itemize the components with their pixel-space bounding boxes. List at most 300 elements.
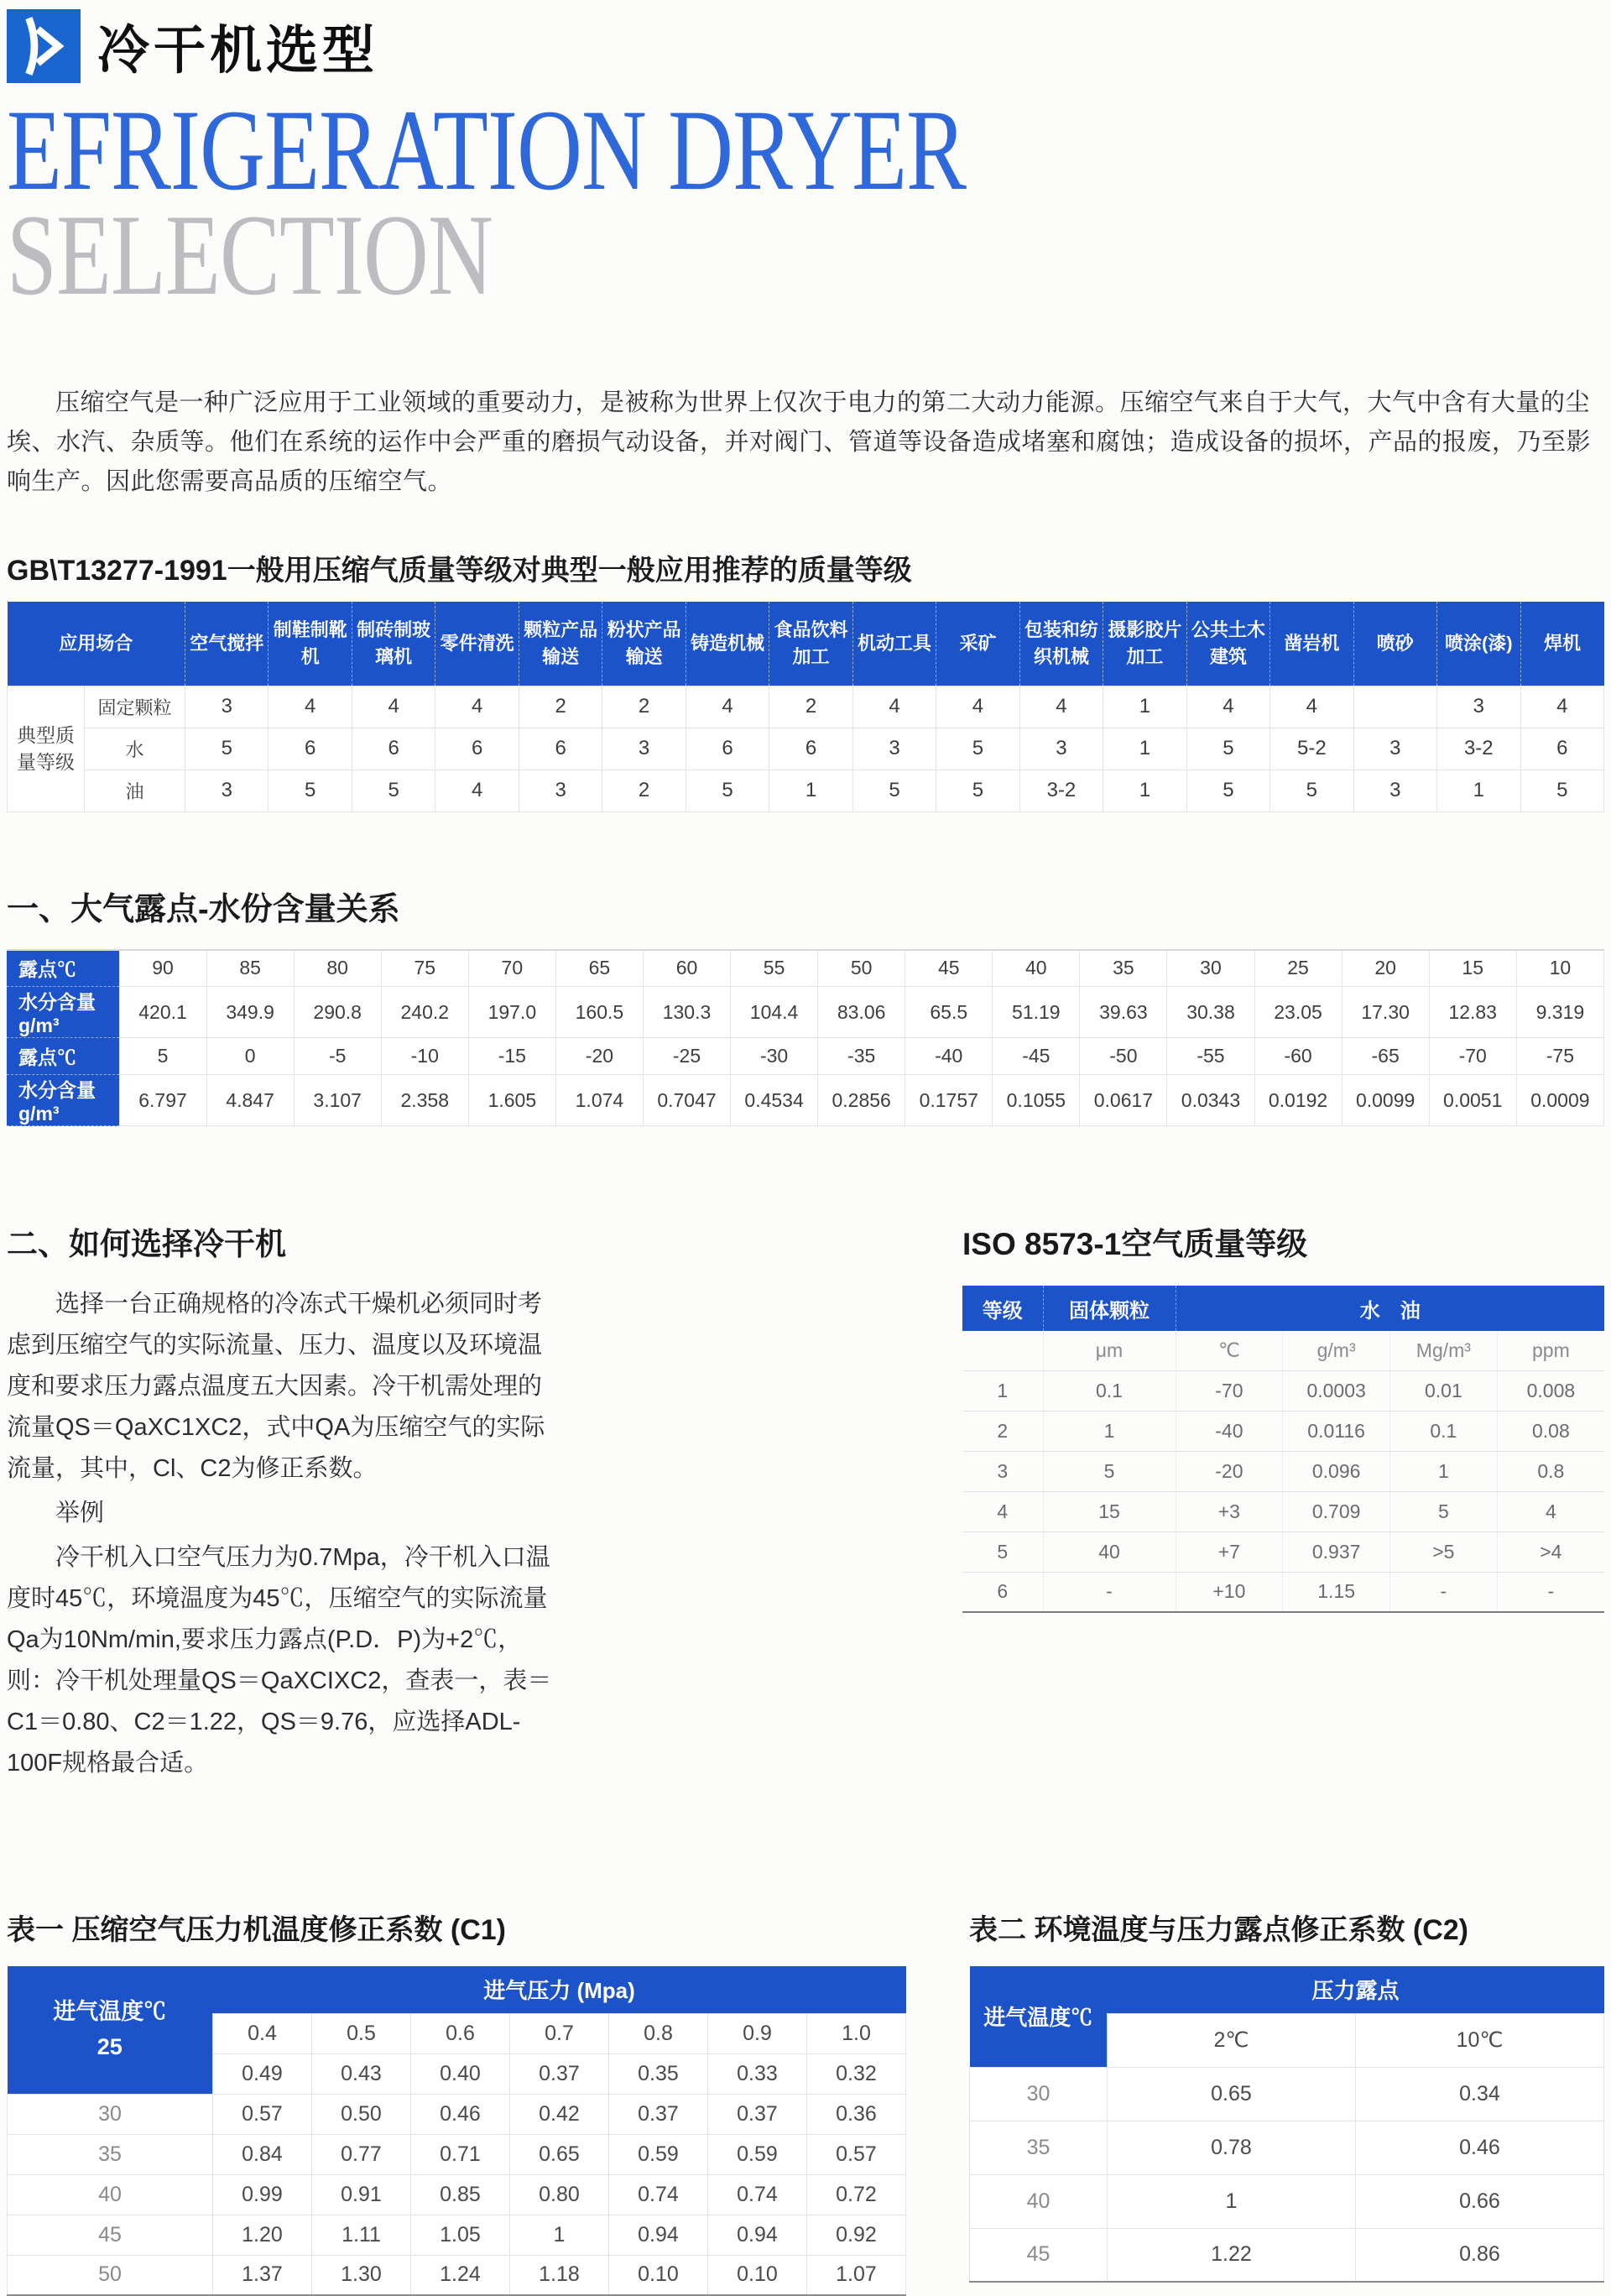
section1-title: 一、大气露点-水份含量关系 bbox=[7, 891, 400, 927]
table-cell: 1.24 bbox=[411, 2255, 510, 2295]
table-cell: 1.15 bbox=[1283, 1572, 1390, 1612]
column-header-water-oil: 水 油 bbox=[1176, 1286, 1604, 1331]
table-cell: 0.709 bbox=[1283, 1491, 1390, 1532]
column-header: 机动工具 bbox=[852, 602, 936, 686]
row-label: 水 bbox=[85, 728, 185, 770]
table-row bbox=[8, 2255, 906, 2295]
table-cell: 90 bbox=[119, 950, 206, 987]
table-cell: 4 bbox=[936, 686, 1019, 728]
table-cell: 4 bbox=[1019, 686, 1103, 728]
table-cell: 4 bbox=[268, 686, 352, 728]
page-title: 冷干机选型 bbox=[97, 22, 379, 80]
table-cell: 0.35 bbox=[609, 2053, 708, 2094]
temp-label: 40 bbox=[8, 2174, 213, 2215]
table-header-row bbox=[962, 1286, 1604, 1331]
table-cell: -50 bbox=[1080, 1038, 1167, 1075]
table-row bbox=[7, 1075, 1604, 1126]
table-cell: 0.0009 bbox=[1516, 1075, 1603, 1126]
table-cell: 0.59 bbox=[609, 2134, 708, 2174]
table-cell: 5 bbox=[852, 770, 936, 811]
table-row bbox=[7, 1038, 1604, 1075]
table-cell: 10 bbox=[1516, 950, 1603, 987]
table-cell: 240.2 bbox=[381, 987, 468, 1038]
table-cell: 0.46 bbox=[1356, 2121, 1604, 2174]
table-row bbox=[970, 2174, 1604, 2228]
table-cell: 160.5 bbox=[555, 987, 643, 1038]
table-cell: -70 bbox=[1176, 1370, 1283, 1411]
table-cell: 1 bbox=[1043, 1411, 1176, 1451]
table-cell: - bbox=[1043, 1572, 1176, 1612]
row-label: 露点℃ bbox=[7, 1038, 119, 1075]
table-cell: 50 bbox=[818, 950, 905, 987]
table-cell: -45 bbox=[993, 1038, 1080, 1075]
table-cell: -75 bbox=[1516, 1038, 1603, 1075]
table-cell: 5 bbox=[962, 1532, 1043, 1572]
table-cell: 60 bbox=[643, 950, 730, 987]
table-row bbox=[8, 686, 1604, 728]
table-cell: 3 bbox=[852, 728, 936, 770]
table-cell: +7 bbox=[1176, 1532, 1283, 1572]
c2-coefficient-table bbox=[969, 1966, 1604, 2283]
table-cell: 0.71 bbox=[411, 2134, 510, 2174]
table-cell: 5 bbox=[1270, 770, 1353, 811]
table-cell: 1.22 bbox=[1108, 2228, 1356, 2282]
table-c2-title: 表二 环境温度与压力露点修正系数 (C2) bbox=[969, 1914, 1468, 1947]
table-cell: 0.0617 bbox=[1080, 1075, 1167, 1126]
table-cell: 0.0192 bbox=[1254, 1075, 1342, 1126]
table-cell: 197.0 bbox=[468, 987, 555, 1038]
temp-label: 35 bbox=[970, 2121, 1108, 2174]
table-cell: 0.1 bbox=[1390, 1411, 1498, 1451]
selection-paragraph: 选择一台正确规格的冷冻式干燥机必须同时考虑到压缩空气的实际流量、压力、温度以及环境温度和要求压力露点温度五大因素。冷干机需处理的流量QS＝QaXC1XC2，式中QA为压缩空气的实际流量，其中，Cl、C2为修正系数。 bbox=[7, 1291, 545, 1483]
table-cell: 0.50 bbox=[312, 2094, 411, 2134]
column-header: 铸造机械 bbox=[686, 602, 769, 686]
table-cell: 0.92 bbox=[807, 2215, 906, 2255]
table-cell: 17.30 bbox=[1342, 987, 1429, 1038]
table-row bbox=[962, 1532, 1604, 1572]
table-row bbox=[962, 1411, 1604, 1451]
table-cell: 20 bbox=[1342, 950, 1429, 987]
table-cell: 23.05 bbox=[1254, 987, 1342, 1038]
example-label: 举例 bbox=[55, 1500, 105, 1527]
table-cell: 45 bbox=[905, 950, 993, 987]
iso-quality-table bbox=[962, 1286, 1604, 1613]
table-row bbox=[8, 728, 1604, 770]
column-header: 食品饮料加工 bbox=[769, 602, 852, 686]
table-cell: 5 bbox=[185, 728, 268, 770]
temp-label: 35 bbox=[8, 2134, 213, 2174]
column-header: 公共土木建筑 bbox=[1186, 602, 1270, 686]
table-cell: 0.34 bbox=[1356, 2067, 1604, 2121]
table-row bbox=[970, 2121, 1604, 2174]
table-cell: 0.78 bbox=[1108, 2121, 1356, 2174]
table-cell: 0.65 bbox=[1108, 2067, 1356, 2121]
bottom-columns bbox=[7, 1907, 1604, 2296]
table-cell: -25 bbox=[643, 1038, 730, 1075]
table-cell: 30 bbox=[1167, 950, 1254, 987]
column-header-application: 应用场合 bbox=[8, 602, 185, 686]
table-cell: 0.1055 bbox=[993, 1075, 1080, 1126]
table-cell: 130.3 bbox=[643, 987, 730, 1038]
corner-line1: 进气温度℃ bbox=[53, 1999, 167, 2025]
row-label: 水分含量g/m³ bbox=[7, 1075, 119, 1126]
table-cell: 1.20 bbox=[213, 2215, 312, 2255]
example-paragraph: 冷干机入口空气压力为0.7Mpa，冷干机入口温度时45℃，环境温度为45℃，压缩空气的实际流量Qa为10Nm/min,要求压力露点(P.D．P)为+2℃，则：冷干机处理量QS＝QaXCIXC2，查表一，表＝C1＝0.80、C2＝1.22，QS＝9.76，应选择ADL-100F规格最合适。 bbox=[7, 1544, 552, 1777]
table-cell: 3 bbox=[1353, 770, 1436, 811]
table-cell: 3.107 bbox=[294, 1075, 381, 1126]
middle-columns bbox=[7, 1218, 1604, 1784]
span-header: 进气压力 (Mpa) bbox=[213, 1966, 906, 2013]
table-cell: 290.8 bbox=[294, 987, 381, 1038]
unit-cell: ppm bbox=[1497, 1331, 1604, 1370]
table-cell: 1 bbox=[962, 1370, 1043, 1411]
table-cell: 5 bbox=[1186, 728, 1270, 770]
temp-label: 45 bbox=[970, 2228, 1108, 2282]
table-cell: - bbox=[1390, 1572, 1498, 1612]
corner-header bbox=[8, 1966, 213, 2094]
column-header: 凿岩机 bbox=[1270, 602, 1353, 686]
table-c1-title: 表一 压缩空气压力机温度修正系数 (C1) bbox=[7, 1914, 506, 1947]
column-header: 喷涂(漆) bbox=[1437, 602, 1520, 686]
table-header-row bbox=[8, 602, 1604, 686]
table-cell: 83.06 bbox=[818, 987, 905, 1038]
table-cell: 1.074 bbox=[555, 1075, 643, 1126]
table-cell: 0.72 bbox=[807, 2174, 906, 2215]
pressure-cell: 0.5 bbox=[312, 2013, 411, 2053]
table-cell: 6 bbox=[769, 728, 852, 770]
table-cell: -60 bbox=[1254, 1038, 1342, 1075]
unit-cell: Mg/m³ bbox=[1390, 1331, 1498, 1370]
column-header: 焊机 bbox=[1520, 602, 1603, 686]
table-cell: 0.08 bbox=[1497, 1411, 1604, 1451]
units-row bbox=[962, 1331, 1604, 1370]
table-header-row bbox=[8, 1966, 906, 2013]
span-header: 压力露点 bbox=[1108, 1966, 1604, 2013]
temp-label: 30 bbox=[8, 2094, 213, 2134]
table-cell: 1.30 bbox=[312, 2255, 411, 2295]
table-cell: -15 bbox=[468, 1038, 555, 1075]
table-cell: 349.9 bbox=[206, 987, 294, 1038]
unit-cell: g/m³ bbox=[1283, 1331, 1390, 1370]
table-cell: 55 bbox=[731, 950, 818, 987]
iso-table-title: ISO 8573-1空气质量等级 bbox=[962, 1227, 1308, 1262]
table-cell: 5 bbox=[352, 770, 435, 811]
table-row bbox=[8, 2215, 906, 2255]
table-row bbox=[7, 950, 1604, 987]
table-cell: +3 bbox=[1176, 1491, 1283, 1532]
dewpoint-table bbox=[7, 949, 1604, 1127]
table-cell: 15 bbox=[1043, 1491, 1176, 1532]
table-cell: 6 bbox=[435, 728, 519, 770]
temp-label: 45 bbox=[8, 2215, 213, 2255]
table-cell: 0.33 bbox=[708, 2053, 807, 2094]
table-cell: 4 bbox=[1270, 686, 1353, 728]
column-header: 喷砂 bbox=[1353, 602, 1436, 686]
table-cell: 1.18 bbox=[510, 2255, 609, 2295]
table-cell: 0.37 bbox=[510, 2053, 609, 2094]
table-cell: 2 bbox=[962, 1411, 1043, 1451]
table-cell: -10 bbox=[381, 1038, 468, 1075]
temp-label: 50 bbox=[8, 2255, 213, 2295]
table-cell: 2.358 bbox=[381, 1075, 468, 1126]
table-cell: 0.008 bbox=[1497, 1370, 1604, 1411]
table-cell: 40 bbox=[993, 950, 1080, 987]
table-cell: 0.4534 bbox=[731, 1075, 818, 1126]
table-cell: 0.77 bbox=[312, 2134, 411, 2174]
table-cell: 0.37 bbox=[609, 2094, 708, 2134]
column-header-solid: 固体颗粒 bbox=[1043, 1286, 1176, 1331]
table-cell: -5 bbox=[294, 1038, 381, 1075]
table-cell: +10 bbox=[1176, 1572, 1283, 1612]
table-cell: 4 bbox=[1520, 686, 1603, 728]
table-cell: -30 bbox=[731, 1038, 818, 1075]
table-cell: 1 bbox=[1103, 770, 1186, 811]
iso-section bbox=[962, 1218, 1604, 1784]
table-cell: 0.7047 bbox=[643, 1075, 730, 1126]
table-cell: 0.74 bbox=[708, 2174, 807, 2215]
table-row bbox=[962, 1491, 1604, 1532]
pressure-cell: 0.7 bbox=[510, 2013, 609, 2053]
table-cell bbox=[1353, 686, 1436, 728]
table-cell: 0.74 bbox=[609, 2174, 708, 2215]
table-cell: -55 bbox=[1167, 1038, 1254, 1075]
table-cell: 420.1 bbox=[119, 987, 206, 1038]
table-cell: -20 bbox=[1176, 1451, 1283, 1491]
table-cell: 5 bbox=[1520, 770, 1603, 811]
quality-table-title: GB\T13277-1991一般用压缩气质量等级对典型一般应用推荐的质量等级 bbox=[7, 555, 912, 587]
table-cell: 65.5 bbox=[905, 987, 993, 1038]
corner-header: 进气温度℃ bbox=[970, 1966, 1108, 2067]
table-cell: 75 bbox=[381, 950, 468, 987]
table-cell: 30.38 bbox=[1167, 987, 1254, 1038]
pressure-cell: 0.4 bbox=[213, 2013, 312, 2053]
table-cell: 6.797 bbox=[119, 1075, 206, 1126]
table-cell: 0.0099 bbox=[1342, 1075, 1429, 1126]
table-cell: 2 bbox=[769, 686, 852, 728]
table-row bbox=[962, 1572, 1604, 1612]
table-cell: 80 bbox=[294, 950, 381, 987]
table-cell: 0.57 bbox=[807, 2134, 906, 2174]
table-cell: 5 bbox=[686, 770, 769, 811]
table-cell: 4 bbox=[435, 770, 519, 811]
table-cell: 4 bbox=[686, 686, 769, 728]
arrow-logo-icon bbox=[7, 9, 81, 83]
table-cell: -35 bbox=[818, 1038, 905, 1075]
table-cell: 0.2856 bbox=[818, 1075, 905, 1126]
dewpoint-cell: 10℃ bbox=[1356, 2013, 1604, 2067]
table-cell: 3 bbox=[1019, 728, 1103, 770]
row-label: 固定颗粒 bbox=[85, 686, 185, 728]
table-cell: 25 bbox=[1254, 950, 1342, 987]
table-cell: 0.0003 bbox=[1283, 1370, 1390, 1411]
table-c2-section bbox=[969, 1907, 1604, 2296]
table-cell: 0.49 bbox=[213, 2053, 312, 2094]
column-header: 粉状产品输送 bbox=[602, 602, 686, 686]
table-row bbox=[962, 1451, 1604, 1491]
table-cell: - bbox=[1497, 1572, 1604, 1612]
table-cell: 0.1 bbox=[1043, 1370, 1176, 1411]
table-cell: 6 bbox=[352, 728, 435, 770]
table-cell: 15 bbox=[1429, 950, 1516, 987]
column-header: 零件清洗 bbox=[435, 602, 519, 686]
table-cell: 6 bbox=[962, 1572, 1043, 1612]
temp-label: 40 bbox=[970, 2174, 1108, 2228]
column-header: 制砖制玻璃机 bbox=[352, 602, 435, 686]
table-cell: 3 bbox=[962, 1451, 1043, 1491]
table-cell: 104.4 bbox=[731, 987, 818, 1038]
table-cell: 2 bbox=[602, 686, 686, 728]
unit-cell: μm bbox=[1043, 1331, 1176, 1370]
table-cell: 6 bbox=[1520, 728, 1603, 770]
table-cell: 0.46 bbox=[411, 2094, 510, 2134]
table-cell: 0.0051 bbox=[1429, 1075, 1516, 1126]
row-label: 露点℃ bbox=[7, 950, 119, 987]
pressure-cell: 0.8 bbox=[609, 2013, 708, 2053]
table-cell: 4 bbox=[1497, 1491, 1604, 1532]
table-cell: 1.37 bbox=[213, 2255, 312, 2295]
temp-label: 30 bbox=[970, 2067, 1108, 2121]
table-cell: 0.43 bbox=[312, 2053, 411, 2094]
column-header: 包装和纺织机械 bbox=[1019, 602, 1103, 686]
table-cell: 65 bbox=[555, 950, 643, 987]
table-cell: 1 bbox=[1108, 2174, 1356, 2228]
table-cell: 35 bbox=[1080, 950, 1167, 987]
table-cell: 6 bbox=[268, 728, 352, 770]
table-cell: 0.65 bbox=[510, 2134, 609, 2174]
table-cell: 2 bbox=[519, 686, 602, 728]
table-cell: >5 bbox=[1390, 1532, 1498, 1572]
table-cell: 9.319 bbox=[1516, 987, 1603, 1038]
row-label: 水分含量g/m³ bbox=[7, 987, 119, 1038]
table-cell: 0.096 bbox=[1283, 1451, 1390, 1491]
quality-grade-table bbox=[7, 602, 1604, 812]
column-header: 采矿 bbox=[936, 602, 1019, 686]
table-cell: 70 bbox=[468, 950, 555, 987]
table-cell: 3 bbox=[519, 770, 602, 811]
table-cell: 3-2 bbox=[1437, 728, 1520, 770]
table-c1-section bbox=[7, 1907, 906, 2296]
table-cell: >4 bbox=[1497, 1532, 1604, 1572]
selection-guide bbox=[7, 1218, 562, 1784]
table-cell: 0.40 bbox=[411, 2053, 510, 2094]
table-cell: 0.85 bbox=[411, 2174, 510, 2215]
table-cell: 5 bbox=[119, 1038, 206, 1075]
table-row bbox=[970, 2228, 1604, 2282]
table-cell: 5 bbox=[268, 770, 352, 811]
unit-cell: ℃ bbox=[1176, 1331, 1283, 1370]
table-cell: 3 bbox=[185, 686, 268, 728]
table-cell: 4 bbox=[962, 1491, 1043, 1532]
table-cell: 5 bbox=[1390, 1491, 1498, 1532]
table-cell: 0.94 bbox=[708, 2215, 807, 2255]
pressure-cell: 1.0 bbox=[807, 2013, 906, 2053]
table-cell: 3 bbox=[1437, 686, 1520, 728]
table-cell: 5 bbox=[1043, 1451, 1176, 1491]
table-cell: 0.59 bbox=[708, 2134, 807, 2174]
table-row bbox=[8, 2174, 906, 2215]
table-cell bbox=[962, 1331, 1043, 1370]
table-cell: -40 bbox=[905, 1038, 993, 1075]
table-row bbox=[8, 2134, 906, 2174]
title-en-main: EFRIGERATION DRYER bbox=[7, 86, 967, 214]
table-cell: 5 bbox=[936, 770, 1019, 811]
table-cell: 0.937 bbox=[1283, 1532, 1390, 1572]
table-cell: 2 bbox=[602, 770, 686, 811]
table-cell: 0.37 bbox=[708, 2094, 807, 2134]
table-cell: 1 bbox=[510, 2215, 609, 2255]
table-cell: 0.86 bbox=[1356, 2228, 1604, 2282]
table-cell: 6 bbox=[686, 728, 769, 770]
table-cell: 1.07 bbox=[807, 2255, 906, 2295]
table-cell: 0.0343 bbox=[1167, 1075, 1254, 1126]
dewpoint-cell: 2℃ bbox=[1108, 2013, 1356, 2067]
table-cell: 3 bbox=[185, 770, 268, 811]
intro-paragraph: 压缩空气是一种广泛应用于工业领域的重要动力，是被称为世界上仅次于电力的第二大动力能源。压缩空气来自于大气，大气中含有大量的尘埃、水汽、杂质等。他们在系统的运作中会严重的磨损气动设备，并对阀门、管道等设备造成堵塞和腐蚀；造成设备的损坏，产品的报废，乃至影响生产。因此您需要高品质的压缩空气。 bbox=[7, 389, 1592, 496]
table-cell: 4 bbox=[352, 686, 435, 728]
table-cell: 3-2 bbox=[1019, 770, 1103, 811]
table-cell: 1 bbox=[1103, 686, 1186, 728]
corner-line2: 25 bbox=[96, 2033, 123, 2059]
table-header-row bbox=[970, 1966, 1604, 2013]
table-cell: 3 bbox=[1353, 728, 1436, 770]
column-header-grade: 等级 bbox=[962, 1286, 1043, 1331]
table-cell: 4 bbox=[1186, 686, 1270, 728]
table-cell: 0.84 bbox=[213, 2134, 312, 2174]
table-cell: 5-2 bbox=[1270, 728, 1353, 770]
table-cell: 0.66 bbox=[1356, 2174, 1604, 2228]
table-cell: 0.1757 bbox=[905, 1075, 993, 1126]
table-cell: 39.63 bbox=[1080, 987, 1167, 1038]
section2-title: 二、如何选择冷干机 bbox=[7, 1227, 286, 1262]
table-cell: 85 bbox=[206, 950, 294, 987]
table-cell: 5 bbox=[1186, 770, 1270, 811]
table-cell: 4 bbox=[852, 686, 936, 728]
table-cell: 0.80 bbox=[510, 2174, 609, 2215]
row-label: 油 bbox=[85, 770, 185, 811]
column-header: 制鞋制靴机 bbox=[268, 602, 352, 686]
table-cell: 1 bbox=[1390, 1451, 1498, 1491]
table-row bbox=[8, 2094, 906, 2134]
table-cell: 0.10 bbox=[708, 2255, 807, 2295]
table-cell: 0.91 bbox=[312, 2174, 411, 2215]
table-cell: 0.0116 bbox=[1283, 1411, 1390, 1451]
table-cell: 0.10 bbox=[609, 2255, 708, 2295]
title-en-sub: SELECTION bbox=[7, 190, 493, 320]
table-cell: -65 bbox=[1342, 1038, 1429, 1075]
table-row bbox=[970, 2067, 1604, 2121]
table-cell: 3 bbox=[602, 728, 686, 770]
pressure-cell: 0.9 bbox=[708, 2013, 807, 2053]
table-cell: 1.05 bbox=[411, 2215, 510, 2255]
table-cell: 0.42 bbox=[510, 2094, 609, 2134]
pressure-cell: 0.6 bbox=[411, 2013, 510, 2053]
column-header: 摄影胶片加工 bbox=[1103, 602, 1186, 686]
c1-coefficient-table bbox=[7, 1966, 906, 2296]
table-row bbox=[8, 770, 1604, 811]
table-cell: -40 bbox=[1176, 1411, 1283, 1451]
table-cell: 4 bbox=[435, 686, 519, 728]
table-cell: 5 bbox=[936, 728, 1019, 770]
page-header bbox=[7, 8, 1604, 83]
column-header: 颗粒产品输送 bbox=[519, 602, 602, 686]
table-cell: 1 bbox=[1103, 728, 1186, 770]
table-cell: 1.605 bbox=[468, 1075, 555, 1126]
table-cell: 1.11 bbox=[312, 2215, 411, 2255]
table-cell: 6 bbox=[519, 728, 602, 770]
table-cell: 0.99 bbox=[213, 2174, 312, 2215]
table-cell: 0 bbox=[206, 1038, 294, 1075]
table-cell: 0.32 bbox=[807, 2053, 906, 2094]
